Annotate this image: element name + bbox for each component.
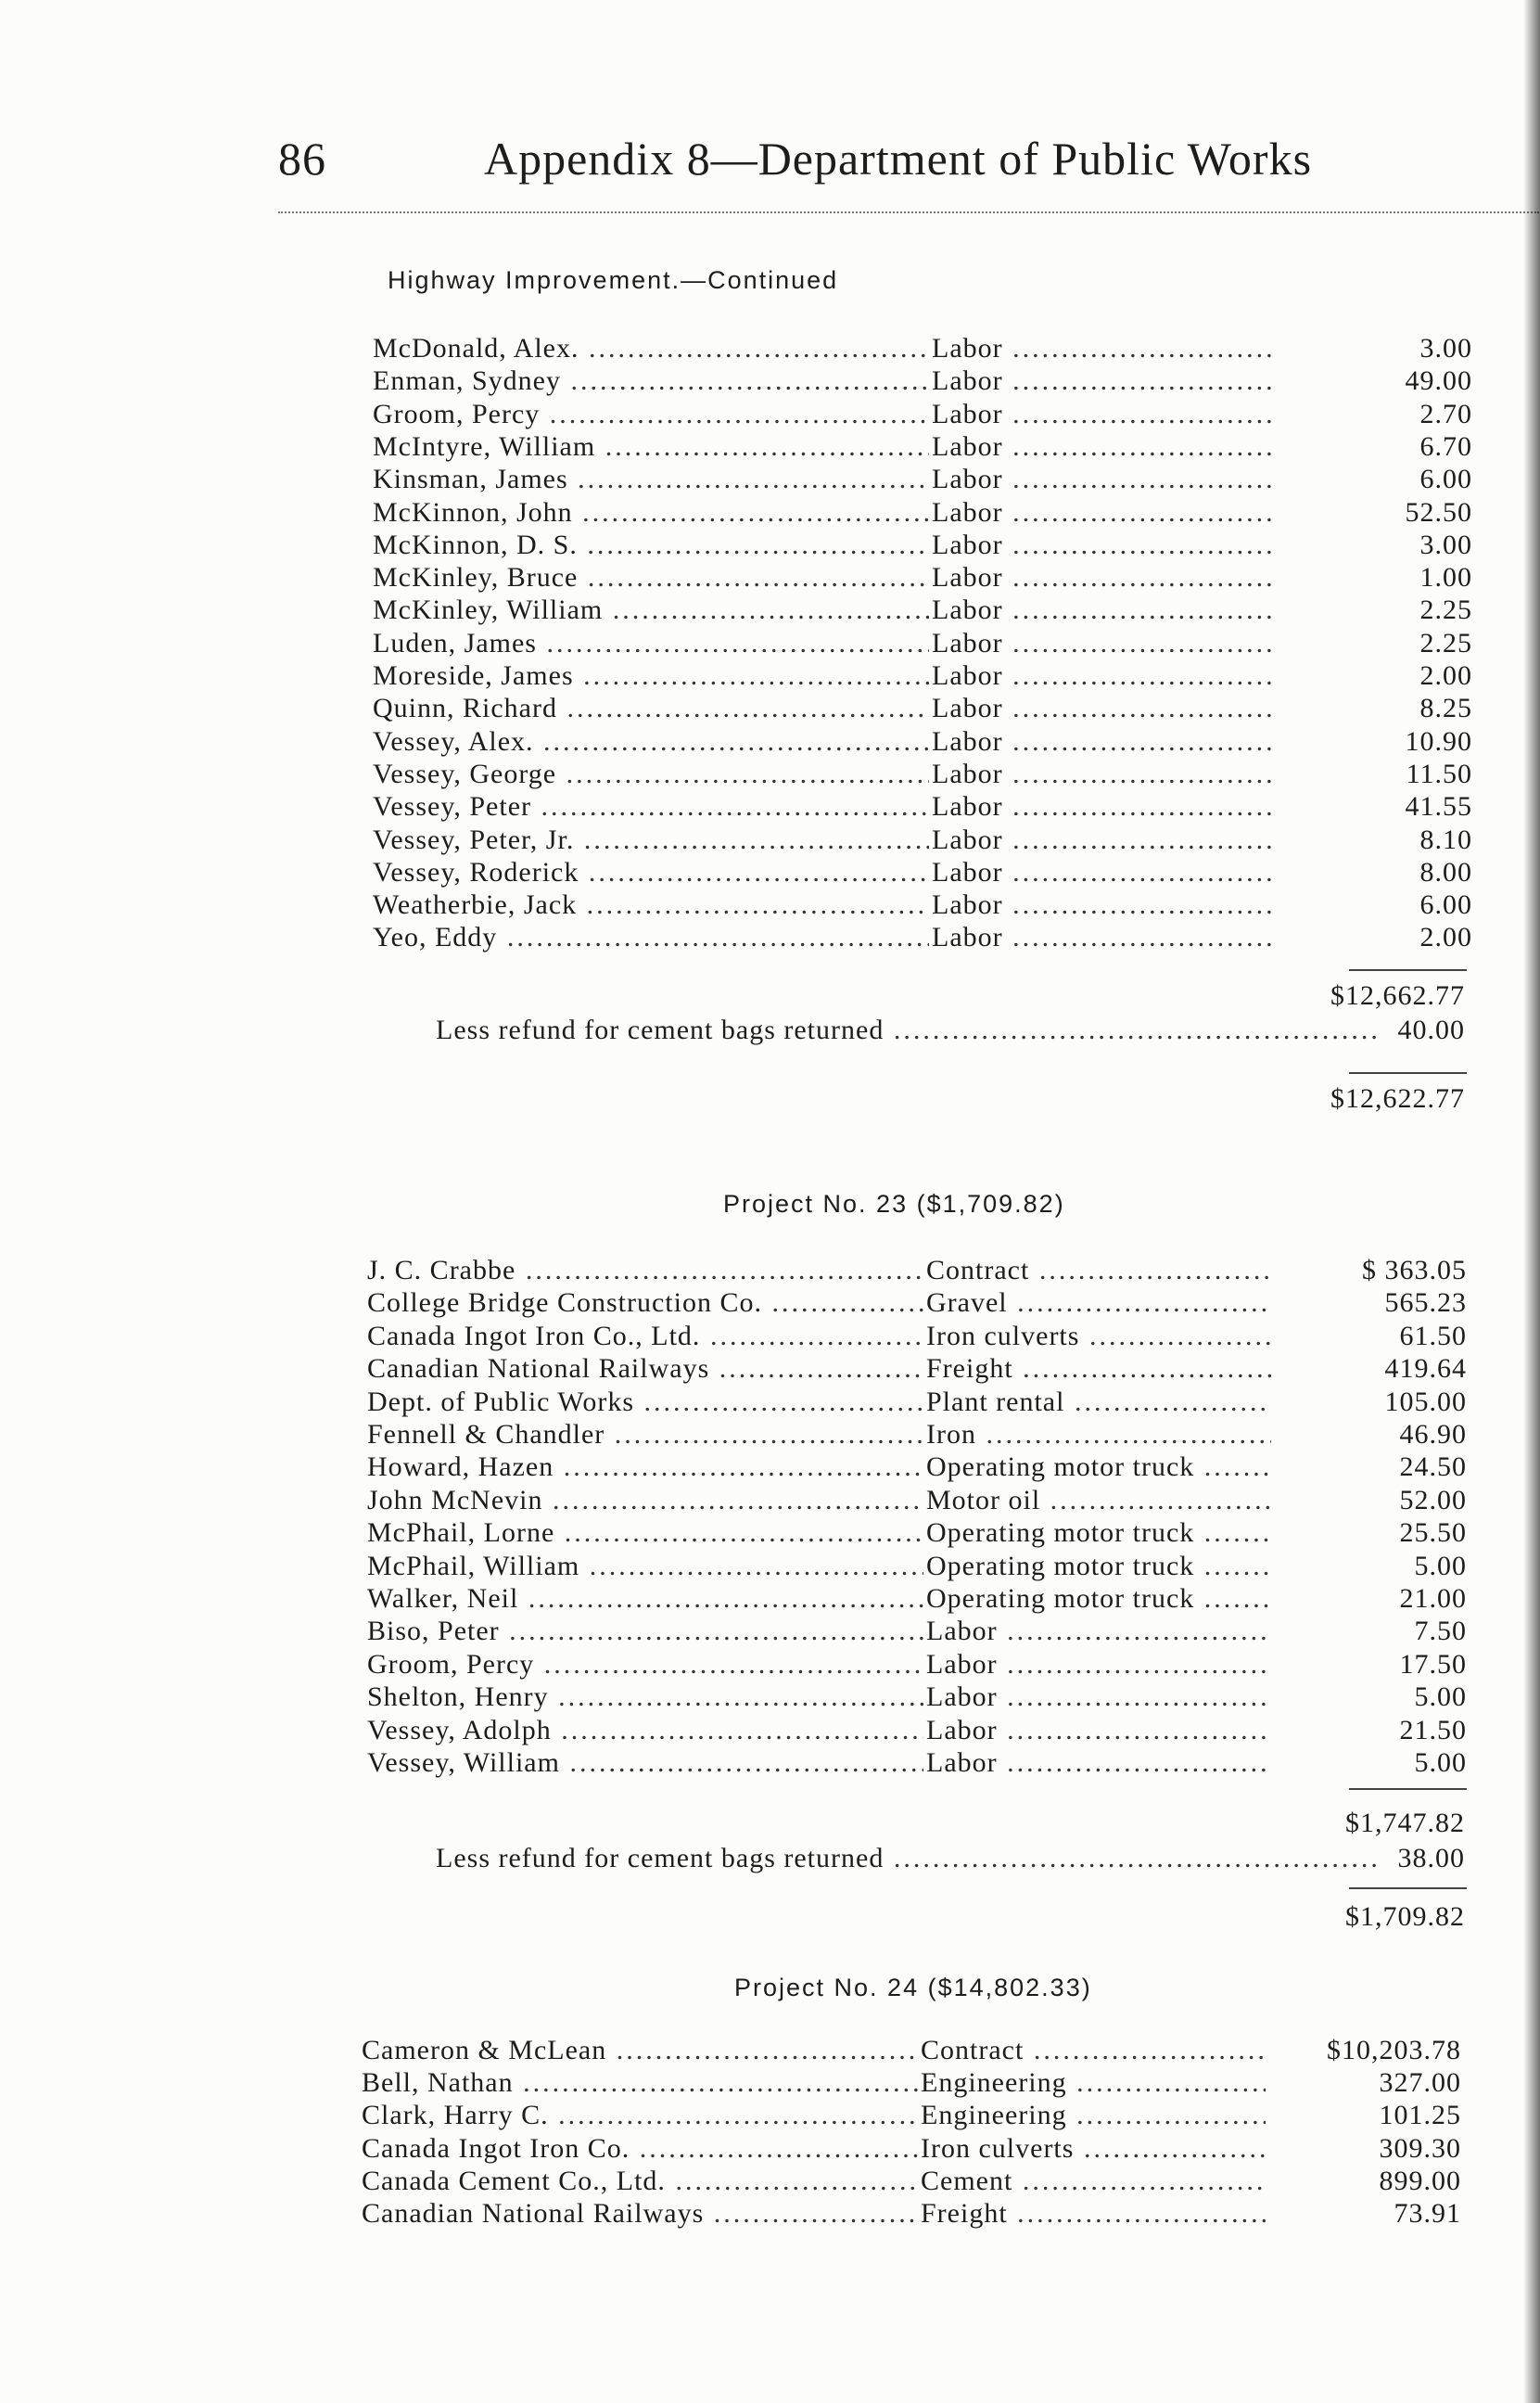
item-description: Operating motor truck ..... xyxy=(926,1550,1271,1582)
ledger-row xyxy=(0,1648,1534,1681)
ledger-row xyxy=(0,1451,1534,1483)
ledger-row xyxy=(0,2197,1529,2230)
payee-name: McPhail, William ..... xyxy=(367,1550,923,1582)
item-description: Engineering ..... xyxy=(921,2066,1266,2099)
payee-name: Canadian National Railways ..... xyxy=(367,1352,923,1385)
page-header xyxy=(278,132,1419,197)
item-amount: 5.00 xyxy=(1274,1681,1467,1713)
section-subtotal: $12,662.77 xyxy=(1330,980,1465,1011)
item-description: Operating motor truck ..... xyxy=(926,1582,1271,1615)
payee-name: Enman, Sydney ..... xyxy=(373,364,929,397)
ledger-row xyxy=(0,2099,1529,2131)
ledger-row xyxy=(0,2132,1529,2165)
item-description: Labor ..... xyxy=(932,398,1277,430)
payee-name: Fennell & Chandler ..... xyxy=(367,1418,923,1451)
ledger-row xyxy=(0,856,1540,888)
item-description: Labor ..... xyxy=(932,496,1277,529)
payee-name: McKinnon, John ..... xyxy=(373,496,929,529)
payee-name: Cameron & McLean ..... xyxy=(362,2034,918,2066)
item-amount: 2.25 xyxy=(1279,627,1472,659)
item-amount: 52.00 xyxy=(1274,1484,1467,1516)
ledger-row xyxy=(0,2034,1529,2066)
ledger-row xyxy=(0,627,1540,659)
payee-name: College Bridge Construction Co. ..... xyxy=(367,1286,923,1319)
payee-name: McIntyre, William ..... xyxy=(373,430,929,463)
section-total: $1,709.82 xyxy=(1345,1901,1465,1932)
section-heading: Project No. 23 ($1,709.82) xyxy=(723,1190,1065,1218)
item-amount: 24.50 xyxy=(1274,1451,1467,1483)
ledger-row xyxy=(0,1352,1534,1385)
payee-name: Groom, Percy ..... xyxy=(373,398,929,430)
item-description: Labor ..... xyxy=(932,332,1277,364)
ledger-row xyxy=(0,2165,1529,2197)
item-amount: 8.00 xyxy=(1279,856,1472,888)
total-rule xyxy=(1349,1072,1467,1074)
ledger-row xyxy=(0,888,1540,921)
payee-name: Canadian National Railways ..... xyxy=(362,2197,918,2230)
ledger-row xyxy=(0,1681,1534,1713)
payee-name: J. C. Crabbe ..... xyxy=(367,1254,923,1286)
ledger-row xyxy=(0,430,1540,463)
item-description: Labor ..... xyxy=(932,627,1277,659)
item-amount: 5.00 xyxy=(1274,1550,1467,1582)
payee-name: Vessey, George ..... xyxy=(373,758,929,790)
ledger-row xyxy=(0,1615,1534,1647)
section-heading: Project No. 24 ($14,802.33) xyxy=(734,1974,1092,2001)
total-rule xyxy=(1349,1887,1467,1889)
ledger-row xyxy=(0,790,1540,823)
item-amount: 6.00 xyxy=(1279,463,1472,495)
payee-name: Walker, Neil ..... xyxy=(367,1582,923,1615)
payee-name: Vessey, Peter ..... xyxy=(373,790,929,823)
item-description: Labor ..... xyxy=(932,725,1277,758)
item-description: Labor ..... xyxy=(926,1615,1271,1647)
item-description: Labor ..... xyxy=(932,758,1277,790)
payee-name: McPhail, Lorne ..... xyxy=(367,1516,923,1549)
item-amount: 41.55 xyxy=(1279,790,1472,823)
item-description: Labor ..... xyxy=(932,561,1277,594)
item-description: Labor ..... xyxy=(932,659,1277,692)
item-description: Engineering ..... xyxy=(921,2099,1266,2131)
payee-name: McDonald, Alex. ..... xyxy=(373,332,929,364)
item-description: Iron ..... xyxy=(926,1418,1271,1451)
payee-name: Canada Ingot Iron Co. ..... xyxy=(362,2132,918,2165)
item-amount: 10.90 xyxy=(1279,725,1472,758)
item-description: Labor ..... xyxy=(932,856,1277,888)
item-description: Labor ..... xyxy=(932,430,1277,463)
payee-name: Luden, James ..... xyxy=(373,627,929,659)
item-amount: 17.50 xyxy=(1274,1648,1467,1681)
item-amount: 2.00 xyxy=(1279,659,1472,692)
item-description: Labor ..... xyxy=(932,529,1277,561)
item-description: Labor ..... xyxy=(932,364,1277,397)
item-description: Iron culverts ..... xyxy=(921,2132,1266,2165)
refund-label: Less refund for cement bags returned ..... xyxy=(436,1015,1381,1046)
payee-name: Vessey, Roderick ..... xyxy=(373,856,929,888)
item-description: Labor ..... xyxy=(932,790,1277,823)
section-subtotal: $1,747.82 xyxy=(1345,1808,1465,1838)
item-description: Iron culverts ..... xyxy=(926,1320,1271,1352)
payee-name: Kinsman, James ..... xyxy=(373,463,929,495)
item-amount: 61.50 xyxy=(1274,1320,1467,1352)
item-amount: 2.00 xyxy=(1279,921,1472,953)
item-amount: 6.70 xyxy=(1279,430,1472,463)
item-amount: 2.70 xyxy=(1279,398,1472,430)
ledger-row xyxy=(0,659,1540,692)
ledger-row xyxy=(0,1418,1534,1451)
payee-name: Bell, Nathan ..... xyxy=(362,2066,918,2099)
item-amount: 21.50 xyxy=(1274,1714,1467,1746)
item-amount: 1.00 xyxy=(1279,561,1472,594)
item-description: Labor ..... xyxy=(932,824,1277,856)
item-amount: 25.50 xyxy=(1274,1516,1467,1549)
ledger-row xyxy=(0,1386,1534,1418)
refund-amount: 38.00 xyxy=(1397,1843,1465,1873)
item-description: Contract ..... xyxy=(921,2034,1266,2066)
item-amount: 899.00 xyxy=(1268,2165,1461,2197)
payee-name: Vessey, Peter, Jr. ..... xyxy=(373,824,929,856)
payee-name: Dept. of Public Works ..... xyxy=(367,1386,923,1418)
ledger-row xyxy=(0,1254,1534,1286)
payee-name: Moreside, James ..... xyxy=(373,659,929,692)
payee-name: Weatherbie, Jack ..... xyxy=(373,888,929,921)
section-total: $12,622.77 xyxy=(1330,1083,1465,1114)
item-amount: 5.00 xyxy=(1274,1746,1467,1779)
ledger-row xyxy=(0,1286,1534,1319)
item-amount: 49.00 xyxy=(1279,364,1472,397)
payee-name: Shelton, Henry ..... xyxy=(367,1681,923,1713)
ledger-row xyxy=(0,1746,1534,1779)
subtotal-rule xyxy=(1349,1788,1467,1790)
item-description: Cement ..... xyxy=(921,2165,1266,2197)
item-amount: 2.25 xyxy=(1279,594,1472,626)
ledger-row xyxy=(0,758,1540,790)
payee-name: McKinley, William ..... xyxy=(373,594,929,626)
ledger-row xyxy=(0,1320,1534,1352)
item-description: Labor ..... xyxy=(926,1714,1271,1746)
item-amount: 8.25 xyxy=(1279,692,1472,724)
payee-name: Vessey, Adolph ..... xyxy=(367,1714,923,1746)
item-amount: 419.64 xyxy=(1274,1352,1467,1385)
payee-name: Canada Ingot Iron Co., Ltd. ..... xyxy=(367,1320,923,1352)
item-description: Labor ..... xyxy=(932,692,1277,724)
running-title: Appendix 8—Department of Public Works xyxy=(484,133,1313,185)
section-heading: Highway Improvement.—Continued xyxy=(388,266,839,294)
item-description: Motor oil ..... xyxy=(926,1484,1271,1516)
ledger-row xyxy=(0,594,1540,626)
ledger-row xyxy=(0,1582,1534,1615)
payee-name: Vessey, Alex. ..... xyxy=(373,725,929,758)
payee-name: McKinnon, D. S. ..... xyxy=(373,529,929,561)
payee-name: Howard, Hazen ..... xyxy=(367,1451,923,1483)
ledger-row xyxy=(0,1550,1534,1582)
payee-name: Biso, Peter ..... xyxy=(367,1615,923,1647)
item-amount: 327.00 xyxy=(1268,2066,1461,2099)
payee-name: Vessey, William ..... xyxy=(367,1746,923,1779)
item-amount: $ 363.05 xyxy=(1274,1254,1467,1286)
ledger-row xyxy=(0,1516,1534,1549)
item-amount: 8.10 xyxy=(1279,824,1472,856)
item-description: Labor ..... xyxy=(932,463,1277,495)
item-description: Freight ..... xyxy=(921,2197,1266,2230)
payee-name: Clark, Harry C. ..... xyxy=(362,2099,918,2131)
item-amount: 73.91 xyxy=(1268,2197,1461,2230)
ledger-row xyxy=(0,725,1540,758)
ledger-row xyxy=(0,561,1540,594)
ledger-row xyxy=(0,332,1540,364)
item-description: Labor ..... xyxy=(926,1746,1271,1779)
item-description: Labor ..... xyxy=(932,594,1277,626)
ledger-row xyxy=(0,1484,1534,1516)
item-description: Gravel ..... xyxy=(926,1286,1271,1319)
item-description: Plant rental ..... xyxy=(926,1386,1271,1418)
payee-name: Canada Cement Co., Ltd. ..... xyxy=(362,2165,918,2197)
payee-name: McKinley, Bruce ..... xyxy=(373,561,929,594)
payee-name: Yeo, Eddy ..... xyxy=(373,921,929,953)
item-amount: 105.00 xyxy=(1274,1386,1467,1418)
item-description: Labor ..... xyxy=(926,1681,1271,1713)
item-description: Operating motor truck ..... xyxy=(926,1516,1271,1549)
ledger-row xyxy=(0,364,1540,397)
item-amount: 3.00 xyxy=(1279,332,1472,364)
subtotal-rule xyxy=(1349,969,1467,971)
item-description: Labor ..... xyxy=(932,921,1277,953)
ledger-row xyxy=(0,529,1540,561)
ledger-row xyxy=(0,398,1540,430)
ledger-row xyxy=(0,921,1540,953)
payee-name: Groom, Percy ..... xyxy=(367,1648,923,1681)
ledger-row xyxy=(0,2066,1529,2099)
item-amount: 52.50 xyxy=(1279,496,1472,529)
item-description: Operating motor truck ..... xyxy=(926,1451,1271,1483)
ledger-row xyxy=(0,692,1540,724)
item-amount: 46.90 xyxy=(1274,1418,1467,1451)
item-amount: 21.00 xyxy=(1274,1582,1467,1615)
item-amount: 7.50 xyxy=(1274,1615,1467,1647)
payee-name: Quinn, Richard ..... xyxy=(373,692,929,724)
item-amount: 565.23 xyxy=(1274,1286,1467,1319)
item-amount: 101.25 xyxy=(1268,2099,1461,2131)
item-description: Labor ..... xyxy=(926,1648,1271,1681)
ledger-row xyxy=(0,824,1540,856)
refund-label: Less refund for cement bags returned ..... xyxy=(436,1843,1381,1874)
header-rule xyxy=(278,211,1539,213)
ledger-row xyxy=(0,496,1540,529)
item-description: Labor ..... xyxy=(932,888,1277,921)
ledger-row xyxy=(0,463,1540,495)
refund-amount: 40.00 xyxy=(1397,1015,1465,1045)
item-amount: 3.00 xyxy=(1279,529,1472,561)
item-amount: 11.50 xyxy=(1279,758,1472,790)
payee-name: John McNevin ..... xyxy=(367,1484,923,1516)
page-number: 86 xyxy=(278,133,326,185)
ledger-row xyxy=(0,1714,1534,1746)
item-description: Freight ..... xyxy=(926,1352,1271,1385)
item-amount: 309.30 xyxy=(1268,2132,1461,2165)
item-amount: $10,203.78 xyxy=(1268,2034,1461,2066)
item-amount: 6.00 xyxy=(1279,888,1472,921)
item-description: Contract ..... xyxy=(926,1254,1271,1286)
